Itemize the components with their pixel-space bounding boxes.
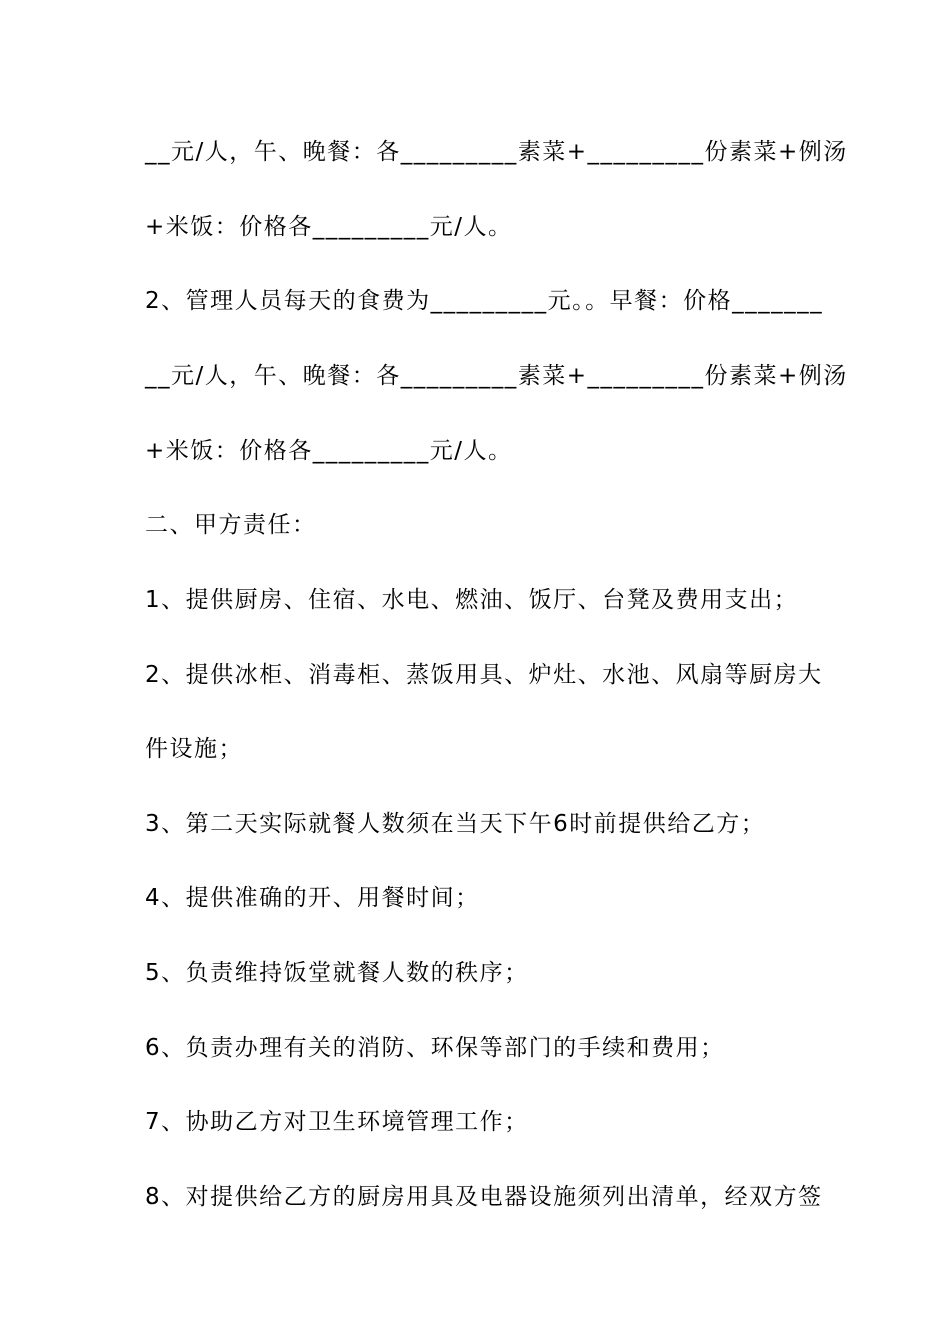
text-line: 2、管理人员每天的食费为_________元。。早餐：价格_______ [145, 288, 824, 314]
list-item: 4、提供准确的开、用餐时间； [145, 885, 480, 911]
list-item: 6、负责办理有关的消防、环保等部门的手续和费用； [145, 1035, 725, 1061]
text-line: +米饭：价格各_________元/人。 [145, 214, 513, 240]
list-item: 7、协助乙方对卫生环境管理工作； [145, 1109, 529, 1135]
text-line: __元/人，午、晚餐：各_________素菜+_________份素菜+例汤 [145, 139, 848, 165]
list-item: 3、第二天实际就餐人数须在当天下午6时前提供给乙方； [145, 811, 766, 837]
text-line: +米饭：价格各_________元/人。 [145, 438, 513, 464]
list-item: 1、提供厨房、住宿、水电、燃油、饭厅、台凳及费用支出； [145, 587, 799, 613]
text-line: __元/人，午、晚餐：各_________素菜+_________份素菜+例汤 [145, 363, 848, 389]
list-item: 8、对提供给乙方的厨房用具及电器设施须列出清单，经双方签 [145, 1184, 823, 1210]
section-heading: 二、甲方责任： [145, 512, 317, 538]
list-item: 5、负责维持饭堂就餐人数的秩序； [145, 960, 529, 986]
list-item-continuation: 件设施； [145, 736, 243, 762]
list-item: 2、提供冰柜、消毒柜、蒸饭用具、炉灶、水池、风扇等厨房大 [145, 662, 823, 688]
